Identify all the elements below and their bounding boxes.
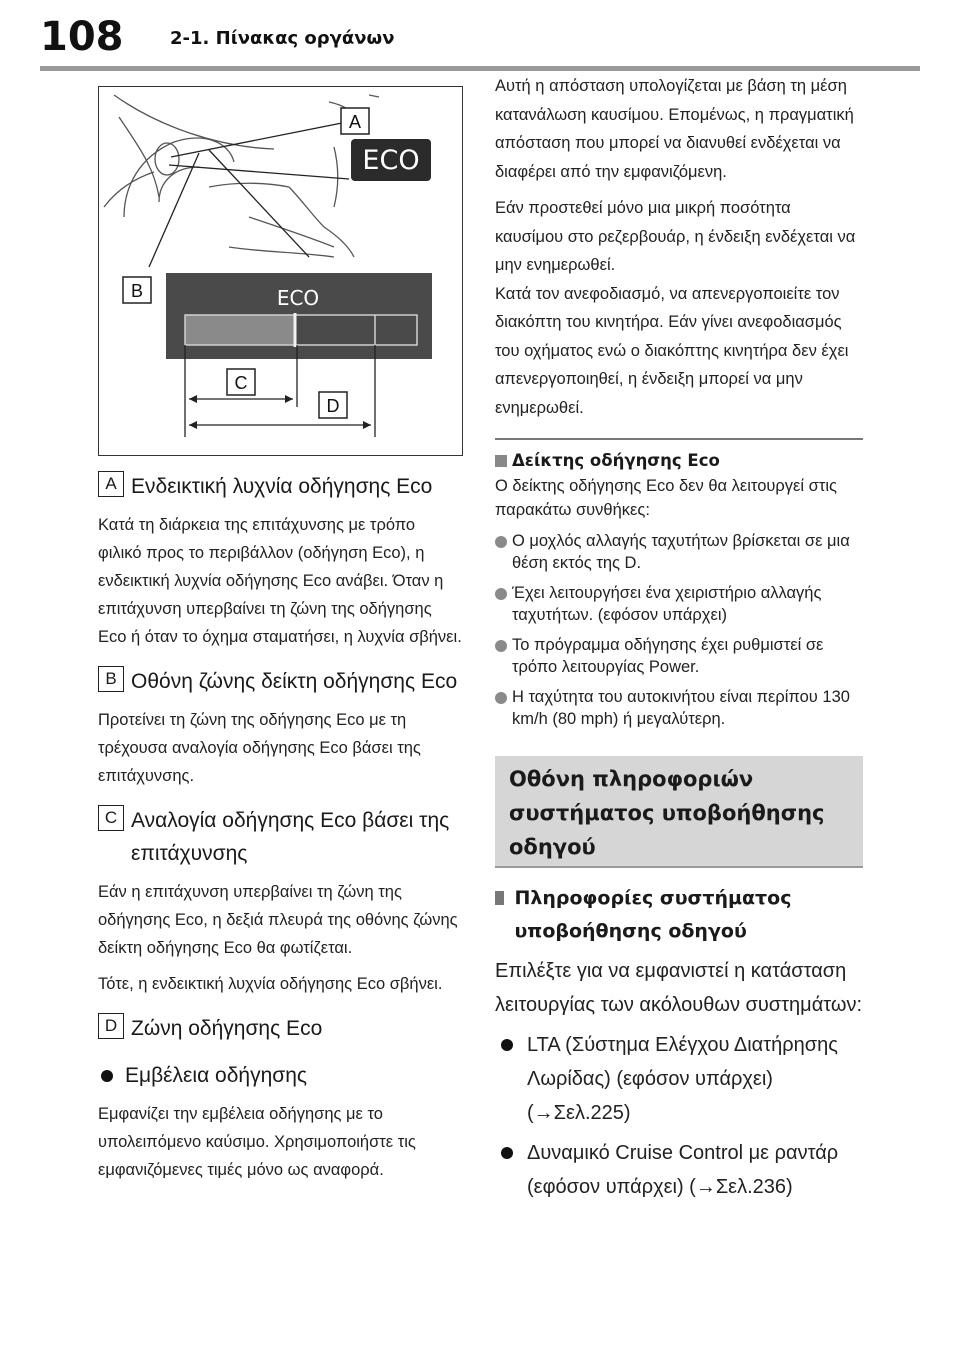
item-letter-c: C: [98, 805, 124, 831]
condition-item: [495, 582, 863, 626]
square-bullet-icon: [495, 891, 504, 905]
circle-bullet-icon: [495, 588, 507, 600]
circle-bullet-icon: [495, 692, 507, 704]
item-body-a: Κατά τη διάρκεια της επιτάχυνσης με τρόπο φιλικό προς το περιβάλλον (οδήγηση Eco), η ενδεικτική λυχνία οδήγησης Eco ανάβει. Όταν η επιτάχυνση υπερβαίνει τη ζώνη της οδήγησης Eco ή όταν το όχημα σταματήσει, η λυχνία σβήνει.: [98, 516, 462, 646]
range-bullet: [98, 1059, 463, 1092]
section-title-box: Οθόνη πληροφοριών συστήματος υποβοήθησης οδηγού: [495, 756, 863, 868]
eco-display-text: ECO: [276, 286, 320, 310]
eco-indicator-figure: [98, 86, 463, 456]
range-body: Εμφανίζει την εμβέλεια οδήγησης με το υπολειπόμενο καύσιμο. Χρησιμοποιήστε τις εμφανιζόμενες τιμές μόνο ως αναφορά.: [98, 1105, 416, 1179]
range-note-2: Εάν προστεθεί μόνο μια μικρή ποσότητα καυσίμου στο ρεζερβουάρ, η ένδειξη ενδέχεται να μην ενημερωθεί.: [495, 199, 856, 274]
item-body-b: Προτείνει τη ζώνη της οδήγησης Eco με τη τρέχουσα αναλογία οδήγησης Eco βάσει της επιτάχυνσης.: [98, 711, 421, 785]
eco-indicator-heading-text: Δείκτης οδήγησης Eco: [512, 450, 720, 470]
page-number: 108: [40, 14, 124, 60]
item-letter-a: A: [98, 471, 124, 497]
condition-item: [495, 530, 863, 574]
item-c: [98, 804, 463, 870]
driver-info-heading: [495, 882, 863, 948]
eco-badge-text: ECO: [362, 145, 420, 176]
bullet-icon: [101, 1070, 113, 1082]
section-divider: [495, 438, 863, 440]
item-a: [98, 470, 463, 503]
driver-info-heading-text: Πληροφορίες συστήματος υποβοήθησης οδηγού: [514, 886, 792, 942]
section-header-title: 2-1. Πίνακας οργάνων: [170, 28, 395, 49]
eco-indicator-heading: [495, 448, 863, 474]
condition-text: Η ταχύτητα του αυτοκινήτου είναι περίπου 130 km/h (80 mph) ή μεγαλύτερη.: [512, 687, 850, 728]
square-bullet-icon: [495, 455, 507, 467]
condition-text: Το πρόγραμμα οδήγησης έχει ρυθμιστεί σε τρόπο λειτουργίας Power.: [512, 635, 824, 676]
item-letter-b: B: [98, 666, 124, 692]
eco-indicator-intro: Ο δείκτης οδήγησης Eco δεν θα λειτουργεί στις παρακάτω συνθήκες:: [495, 476, 837, 519]
condition-text: Ο μοχλός αλλαγής ταχυτήτων βρίσκεται σε μια θέση εκτός της D.: [512, 531, 850, 572]
condition-item: [495, 686, 863, 730]
condition-text: Έχει λειτουργήσει ένα χειριστήριο αλλαγής ταχυτήτων. (εφόσον υπάρχει): [512, 583, 822, 624]
item-d: [98, 1012, 463, 1045]
system-text: Δυναμικό Cruise Control με ραντάρ (εφόσον υπάρχει) (→Σελ.236): [527, 1141, 839, 1198]
item-body-c-2: Τότε, η ενδεικτική λυχνία οδήγησης Eco σβήνει.: [98, 975, 443, 993]
item-letter-d: D: [98, 1013, 124, 1039]
condition-item: [495, 634, 863, 678]
dashboard-illustration: [99, 87, 463, 456]
item-b: [98, 665, 463, 698]
item-title-a: Ενδεικτική λυχνία οδήγησης Eco: [131, 475, 433, 498]
range-title: Εμβέλεια οδήγησης: [125, 1064, 308, 1087]
bullet-icon: [501, 1147, 513, 1159]
item-title-c: Αναλογία οδήγησης Eco βάσει της επιτάχυνσης: [131, 809, 450, 865]
system-text: LTA (Σύστημα Ελέγχου Διατήρησης Λωρίδας) (εφόσον υπάρχει) (→Σελ.225): [527, 1033, 838, 1124]
system-item: [495, 1028, 863, 1130]
right-column: [495, 72, 863, 1204]
driver-info-intro: Επιλέξτε για να εμφανιστεί η κατάσταση λειτουργίας των ακόλουθων συστημάτων:: [495, 959, 863, 1016]
figure-label-a: A: [348, 112, 362, 132]
left-column: [98, 86, 463, 1184]
figure-label-d: D: [326, 396, 340, 416]
header-rule: [40, 66, 920, 71]
item-body-c-1: Εάν η επιτάχυνση υπερβαίνει τη ζώνη της οδήγησης Eco, η δεξιά πλευρά της οθόνης ζώνης δείκτη οδήγησης Eco θα φωτίζεται.: [98, 883, 458, 957]
circle-bullet-icon: [495, 640, 507, 652]
item-title-b: Οθόνη ζώνης δείκτη οδήγησης Eco: [131, 670, 458, 693]
figure-label-c: C: [234, 373, 248, 393]
range-note-3: Κατά τον ανεφοδιασμό, να απενεργοποιείτε τον διακόπτη του κινητήρα. Εάν γίνει ανεφοδιασμός του οχήματος ενώ ο διακόπτης κινητήρα δεν έχει απενεργοποιηθεί, η ένδειξη μπορεί να μην ενημερωθεί.: [495, 284, 849, 417]
bullet-icon: [501, 1039, 513, 1051]
circle-bullet-icon: [495, 536, 507, 548]
item-title-d: Ζώνη οδήγησης Eco: [131, 1017, 323, 1040]
range-note-1: Αυτή η απόσταση υπολογίζεται με βάση τη μέση κατανάλωση καυσίμου. Επομένως, η πραγματική απόσταση που μπορεί να διανυθεί ενδέχεται να διαφέρει από την εμφανιζόμενη.: [495, 77, 854, 181]
system-item: [495, 1136, 863, 1204]
figure-label-b: B: [130, 281, 144, 301]
